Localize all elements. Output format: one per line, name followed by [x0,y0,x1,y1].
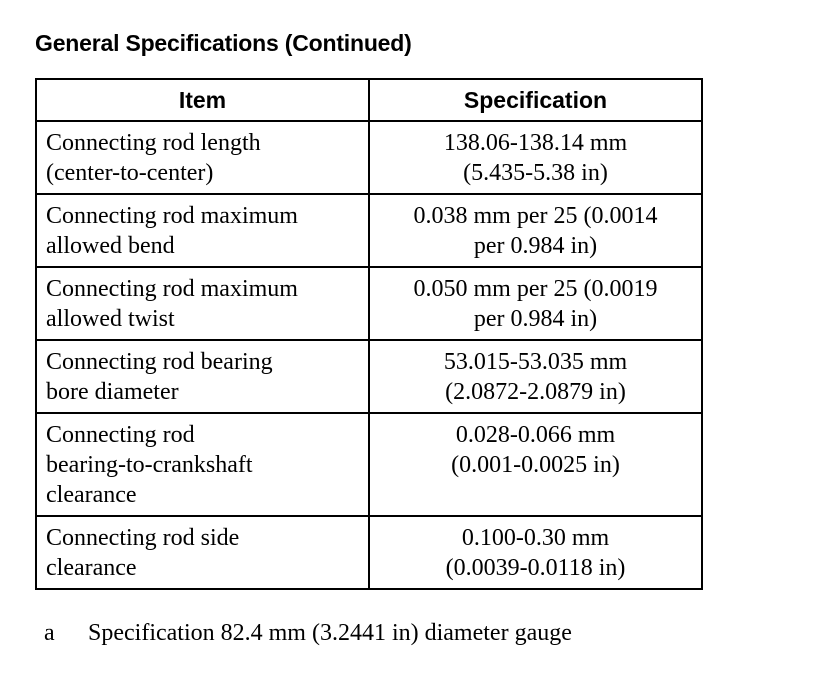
table-header-row [36,79,702,121]
cell-line: 53.015-53.035 mm [443,349,628,375]
cell-line: clearance [46,555,137,581]
cell-line: clearance [46,482,137,508]
cell-line: Connecting rod maximum [46,203,298,229]
column-header-specification: Specification [369,79,702,121]
cell-line: (center-to-center) [46,160,214,186]
cell-line: (0.0039-0.0118 in) [445,555,626,581]
page-title: General Specifications (Continued) [35,30,412,56]
table-row [36,340,702,413]
footnote [44,620,572,647]
cell-line: 0.028-0.066 mm [455,422,616,448]
item-cell [36,340,369,413]
item-cell [36,267,369,340]
item-cell [36,194,369,267]
cell-line: (5.435-5.38 in) [463,160,608,186]
table-row [36,516,702,589]
specification-cell [369,340,702,413]
specifications-table [35,78,703,590]
cell-line: Connecting rod length [46,130,261,156]
table-row [36,194,702,267]
footnote-marker: a [44,620,55,646]
cell-line: Connecting rod [46,422,195,448]
table-row [36,121,702,194]
cell-line: bore diameter [46,379,179,405]
table-row [36,413,702,516]
item-cell [36,413,369,516]
cell-line: (0.001-0.0025 in) [451,452,620,478]
column-header-item: Item [36,79,369,121]
cell-line: 0.050 mm per 25 (0.0019 [413,276,658,302]
cell-line: Connecting rod bearing [46,349,273,375]
item-cell [36,516,369,589]
cell-line: per 0.984 in) [473,233,598,259]
cell-line: allowed bend [46,233,175,259]
cell-line: 138.06-138.14 mm [443,130,628,156]
specification-cell [369,121,702,194]
table-row [36,267,702,340]
cell-line: (2.0872-2.0879 in) [445,379,626,405]
specification-cell [369,413,702,516]
cell-line: bearing-to-crankshaft [46,452,253,478]
cell-line: allowed twist [46,306,175,332]
cell-line: Connecting rod maximum [46,276,298,302]
specification-cell [369,516,702,589]
cell-line: 0.100-0.30 mm [461,525,610,551]
specification-cell [369,267,702,340]
cell-line: 0.038 mm per 25 (0.0014 [413,203,658,229]
specification-cell [369,194,702,267]
cell-line: Connecting rod side [46,525,240,551]
item-cell [36,121,369,194]
footnote-text: Specification 82.4 mm (3.2441 in) diameter gauge [88,620,572,646]
cell-line: per 0.984 in) [473,306,598,332]
